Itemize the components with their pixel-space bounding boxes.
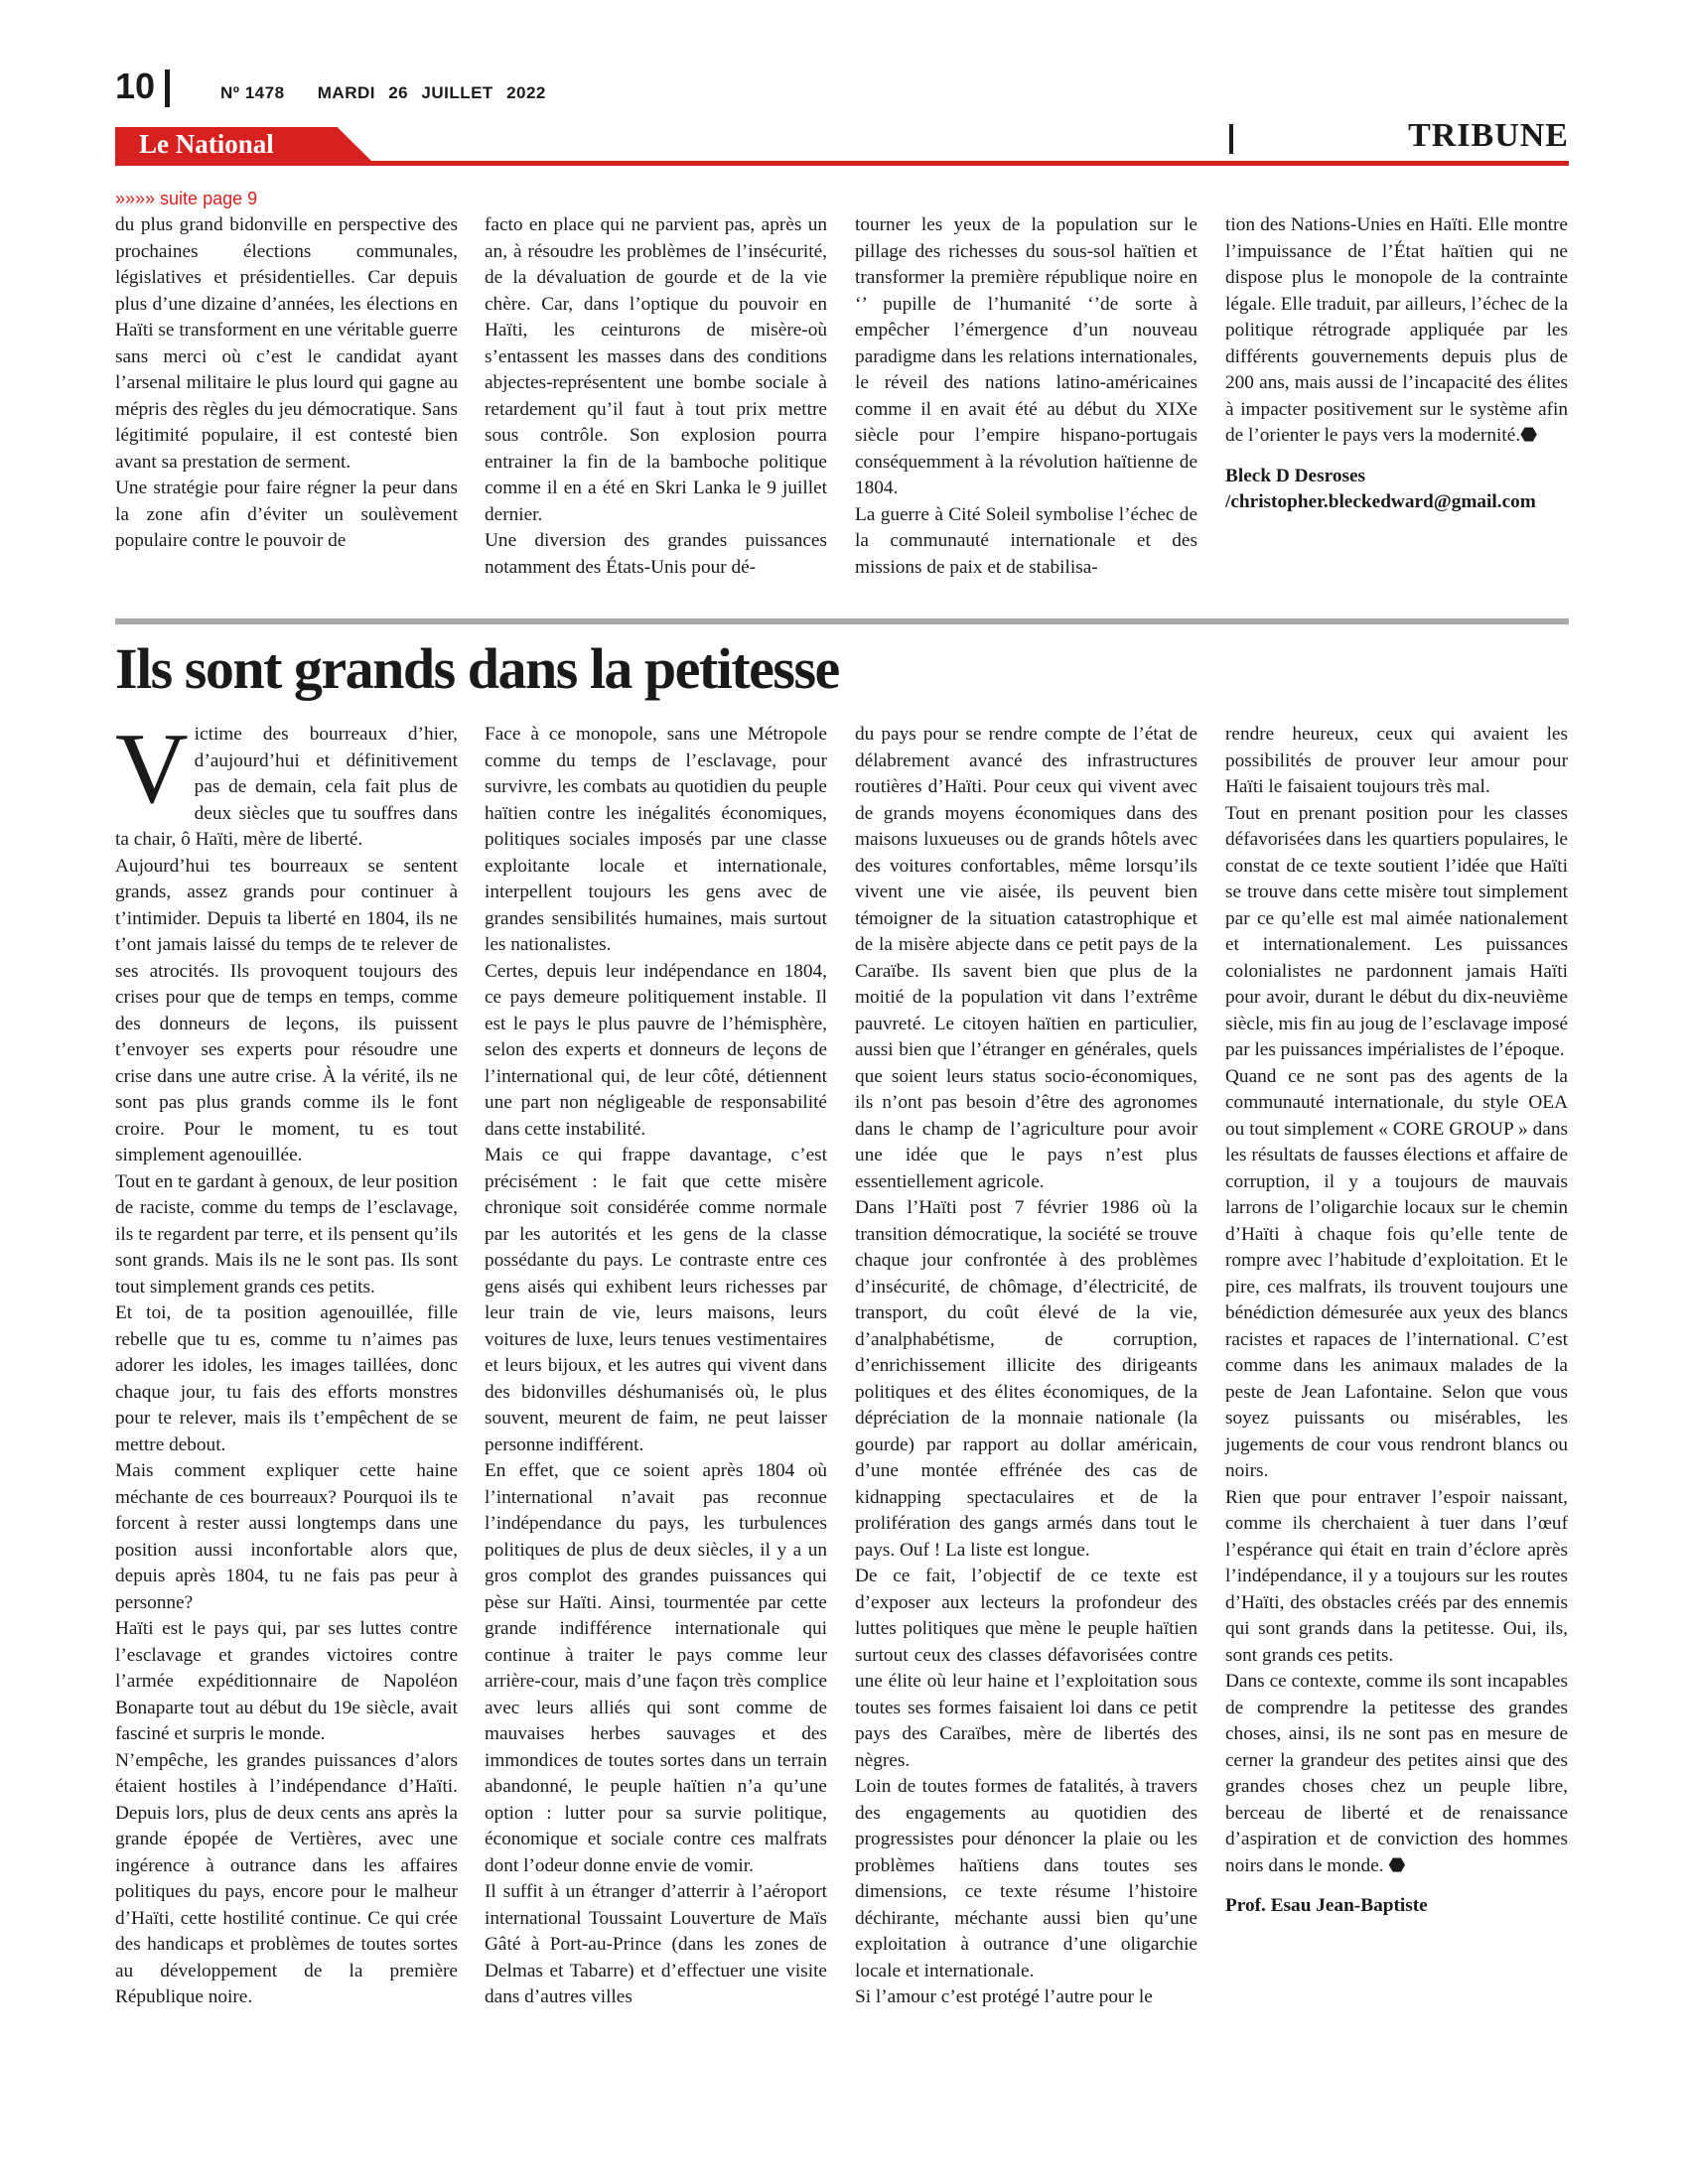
article-column-4 <box>1225 722 1568 1920</box>
paragraph: Rien que pour entraver l’espoir naissant, comme ils cherchaient à tuer dans l’œuf l’espérance qui était en train d’éclore après l’indépendance, il y a toujours sur les routes d’Haïti, des obstacles créés par des ennemis qui sont grands dans la petitesse. Oui, ils, sont grands ces petits. <box>1225 1486 1568 1666</box>
paragraph: du plus grand bidonville en perspective des prochaines élections communales, législatives et présidentielles. Car depuis plus d’une dizaine d’années, les élections en Haïti se transforment en une véritable guerre sans merci où c’est le candidat ayant l’arsenal militaire le plus lourd qui gagne au mépris des règles du jeu démocratique. Sans légitimité populaire, il est contesté bien avant sa prestation de serment. <box>115 214 458 473</box>
article-separator <box>115 618 1569 624</box>
page-number: 10 <box>115 66 156 106</box>
paragraph: Face à ce monopole, sans une Métropole comme du temps de l’esclavage, pour survivre, les combats au quotidien du peuple haïtien contre les inégalités économiques, politiques sociales imposés par une classe exploitante locale et internationale, interpellent toujours les gens avec de grandes sensibilités humaines, mais surtout les nationalistes. <box>485 724 827 955</box>
year: 2022 <box>506 83 546 102</box>
paragraph: De ce fait, l’objectif de ce texte est d’exposer aux lecteurs la profondeur des luttes politiques que mène le peuple haïtien surtout ceux des classes défavorisées contre une élite où leur haine et l’exploitation sous toutes ses formes faisaient loi dans ce petit pays des Caraïbes, mère de libertés des nègres. <box>855 1566 1197 1771</box>
paragraph: Victime des bourreaux d’hier, d’aujourd’hui et définitivement pas de demain, cela fait plus de deux siècles que tu souffres dans ta chair, ô Haïti, mère de liberté. <box>115 713 458 850</box>
paragraph: Dans l’Haïti post 7 février 1986 où la transition démocratique, la société se trouve chaque jour confrontée à des problèmes d’insécurité, de chômage, d’électricité, de transport, du coût élevé de la vie, d’analphabétisme, de corruption, d’enrichissement illicite des dirigeants politiques et des élites économiques, de la dépréciation de la monnaie nationale (la gourde) par rapport au dollar américain, d’une montée effrénée des cas de kidnapping spectaculaires et de la prolifération des gangs armés dans tout le pays. Ouf ! La liste est longue. <box>855 1197 1197 1561</box>
paragraph: Mais ce qui frappe davantage, c’est précisément : le fait que cette misère chronique soit considérée comme normale par les autorités et les gens de la classe possédante du pays. Le contraste entre ces gens aisés qui exhibent leurs richesses par leur train de vie, leurs maisons, leurs voitures de luxe, leurs tenues vestimentaires et leurs bijoux, et les autres qui vivent dans des bidonvilles déshumanisés où, le plus souvent, meurent de faim, ne peut laisser personne indifférent. <box>485 1145 827 1455</box>
drop-cap: V <box>115 713 189 825</box>
article-title: Ils sont grands dans la petitesse <box>115 636 839 701</box>
paragraph: Tout en te gardant à genoux, de leur position de raciste, comme du temps de l’esclavage, ils te regardent par terre, et ils pensent qu’ils sont grands. Mais ils ne le sont pas. Ils sont tout simplement grands ces petits. <box>115 1170 458 1297</box>
paragraph: Une diversion des grandes puissances notamment des États-Unis pour dé- <box>485 530 827 578</box>
continued-column-2 <box>485 212 827 581</box>
article-column-2 <box>485 722 827 2011</box>
paragraph: rendre heureux, ceux qui avaient les possibilités de prouver leur amour pour Haïti le faisaient toujours très mal. <box>1225 724 1568 797</box>
paragraph: La guerre à Cité Soleil symbolise l’échec de la communauté internationale et des missions de paix et de stabilisa- <box>855 503 1197 578</box>
article-author: Prof. Esau Jean-Baptiste <box>1225 1895 1428 1916</box>
issue-date-line <box>220 83 554 103</box>
author-name: Bleck D Desroses <box>1225 465 1366 486</box>
paragraph: Haïti est le pays qui, par ses luttes contre l’esclavage et grandes victoires contre l’armée expéditionnaire de Napoléon Bonaparte tout au début du 19e siècle, avait fasciné et surpris le monde. <box>115 1618 458 1744</box>
header-divider <box>165 69 170 107</box>
weekday: MARDI <box>317 83 375 102</box>
paragraph: Tout en prenant position pour les classes défavorisées dans les quartiers populaires, le constat de ce texte soutient l’idée que Haïti se trouve dans cette misère tout simplement par ce qu’elle est mal aimée nationalement et internationalement. Les puissances colonialistes ne pardonnent jamais Haïti pour avoir, durant le début du dix-neuvième siècle, mis fin au joug de l’esclavage imposé par les puissances impérialistes de l’époque. <box>1225 802 1568 1060</box>
paragraph: Une stratégie pour faire régner la peur dans la zone afin d’éviter un soulèvement populaire contre le pouvoir de <box>115 478 458 551</box>
author-email: /christopher.bleckedward@gmail.com <box>1225 491 1536 512</box>
paragraph: Loin de toutes formes de fatalités, à travers des engagements au quotidien des progressistes pour dénoncer la plaie ou les problèmes haïtiens dans toutes ses dimensions, ce texte résume l’histoire déchirante, méchante aussi bien qu’une exploitation à outrance d’une oligarchie locale et internationale. <box>855 1776 1197 1981</box>
continued-from-label: »»»» suite page 9 <box>115 189 258 208</box>
continued-column-3 <box>855 212 1197 581</box>
paragraph: du pays pour se rendre compte de l’état de délabrement avancé des infrastructures routières d’Haïti. Pour ceux qui vivent avec de grands moyens économiques dans des maisons luxueuses ou de grands hôtels avec des voitures confortables, même lorsqu’ils vivent une vie aisée, ils peuvent bien témoigner de la situation catastrophique et de la misère abjecte dans ce petit pays de la Caraïbe. Ils savent bien que plus de la moitié de la population vit dans l’extrême pauvreté. Le citoyen haïtien en particulier, aussi bien que l’étranger en générales, quels que soient leurs status socio-économiques, ils n’ont pas besoin d’être des agronomes dans le champ de l’agriculture pour avoir une idée que le pays n’est plus essentiellement agricole. <box>855 724 1197 1192</box>
continued-column-4 <box>1225 212 1568 516</box>
month: JUILLET <box>421 83 493 102</box>
paragraph: Certes, depuis leur indépendance en 1804, ce pays demeure politiquement instable. Il est le pays le plus pauvre de l’hémisphère, selon des experts et donneurs de leçons de l’international qui, de leur côté, détiennent une part non négligeable de responsabilité dans cette instabilité. <box>485 960 827 1140</box>
paragraph: Si l’amour c’est protégé l’autre pour le <box>855 1986 1153 2007</box>
paragraph: En effet, que ce soient après 1804 où l’international n’avait pas reconnue l’indépendance du pays, les turbulences politiques de plus de deux siècles, il y a un gros complot des grandes puissances qui pèse sur Haïti. Ainsi, tourmentée par cette grande indifférence internationale qui continue à traiter le pays comme leur arrière-cour, mais d’une façon très complice avec leurs alliés qui sont comme de mauvaises herbes sauvages et des immondices de toutes sortes dans un terrain abandonné, le peuple haïtien n’a qu’une option : lutter pour sa survie politique, économique et sociale contre ces malfrats dont l’odeur donne envie de vomir. <box>485 1460 827 1876</box>
section-name: TRIBUNE <box>1408 117 1569 154</box>
article-column-1 <box>115 713 458 2011</box>
header-rule <box>115 161 1569 166</box>
paragraph: Dans ce contexte, comme ils sont incapables de comprendre la petitesse des grandes choses, ainsi, ils ne sont pas en mesure de cerner la grandeur des petites ainsi que des grandes choses chez un peuple libre, berceau de liberté et de renaissance d’aspiration et de conviction des hommes noirs dans le monde. ⬣ <box>1225 1671 1568 1876</box>
continued-column-1 <box>115 212 458 555</box>
paragraph: tourner les yeux de la population sur le pillage des richesses du sous-sol haïtien et transformer la première république noire en ‘’ pupille de l’humanité ‘’de sorte à empêcher l’émergence d’un nouveau paradigme dans les relations internationales, le réveil des nations latino-américaines comme il en avait été au début du XIXe siècle pour l’empire hispano-portugais conséquemment à la révolution haïtienne de 1804. <box>855 214 1197 498</box>
section-divider <box>1229 124 1233 154</box>
issue-number: Nº 1478 <box>220 83 285 102</box>
paragraph: Mais comment expliquer cette haine méchante de ces bourreaux? Pourquoi ils te forcent à rester aussi longtemps dans une position aussi inconfortable alors que, depuis après 1804, tu ne fais pas peur à personne? <box>115 1460 458 1613</box>
paragraph: N’empêche, les grandes puissances d’alors étaient hostiles à l’indépendance d’Haïti. Depuis lors, plus de deux cents ans après la grande épopée de Vertières, avec une ingérence à outrance dans les affaires politiques du pays, encore pour le malheur d’Haïti, cette hostilité continue. Ce qui crée des handicaps et problèmes de toutes sortes au développement de la première République noire. <box>115 1749 458 2007</box>
paragraph: Il suffit à un étranger d’atterrir à l’aéroport international Toussaint Louverture de Maïs Gâté à Port-au-Prince (dans les zones de Delmas et Tabarre) et d’effectuer une visite dans d’autres villes <box>485 1881 827 2007</box>
day: 26 <box>388 83 409 102</box>
paragraph: facto en place qui ne parvient pas, après un an, à résoudre les problèmes de l’insécurité, de la dévaluation de gourde et de la vie chère. Car, dans l’optique du pouvoir en Haïti, les ceinturons de misère-où s’entassent les masses dans des conditions abjectes-représentent une bombe sociale à retardement qu’il faut à tout prix mettre sous contrôle. Son explosion pourra entrainer la fin de la bamboche politique comme il en a été en Skri Lanka le 9 juillet dernier. <box>485 214 827 525</box>
paragraph: tion des Nations-Unies en Haïti. Elle montre l’impuissance de l’État haïtien qui ne dispose plus le monopole de la contrainte légale. Elle traduit, par ailleurs, l’échec de la politique rétrograde appliquée par les différents gouvernements depuis plus de 200 ans, mais aussi de l’incapacité des élites à impacter positivement sur le système afin de l’orienter le pays vers la modernité.⬣ <box>1225 214 1568 446</box>
paragraph: Aujourd’hui tes bourreaux se sentent grands, assez grands pour continuer à t’intimider. Depuis ta liberté en 1804, ils ne t’ont jamais laissé du temps de te relever de ses atrocités. Ils provoquent toujours des crises pour que de temps en temps, comme des donneurs de leçons, ils puissent t’envoyer ses experts pour résoudre une crise dans une autre crise. À la vérité, ils ne sont pas plus grands comme ils le font croire. Pour le moment, tu es tout simplement agenouillée. <box>115 855 458 1165</box>
paragraph: Quand ce ne sont pas des agents de la communauté internationale, du style OEA ou tout simplement « CORE GROUP » dans les résultats de fausses élections et affaire de corruption, il y a toujours de mauvais larrons de l’oligarchie locaux sur le chemin d’Haïti à chaque fois qu’elle tente de rompre avec l’habitude d’exploitation. Et le pire, ces malfrats, ils trouvent toujours une bénédiction démesurée aux yeux des blancs racistes et rapaces de l’international. C’est comme dans les animaux malades de la peste de Jean Lafontaine. Selon que vous soyez puissants ou misérables, les jugements de cour vous rendront blancs ou noirs. <box>1225 1065 1568 1481</box>
article-column-3 <box>855 722 1197 2011</box>
paragraph: Et toi, de ta position agenouillée, fille rebelle que tu es, comme tu n’aimes pas adorer les idoles, les images taillées, donc chaque jour, tu fais des efforts monstres pour te relever, mais ils t’empêchent de se mettre debout. <box>115 1302 458 1455</box>
newspaper-logo: Le National <box>139 129 274 159</box>
